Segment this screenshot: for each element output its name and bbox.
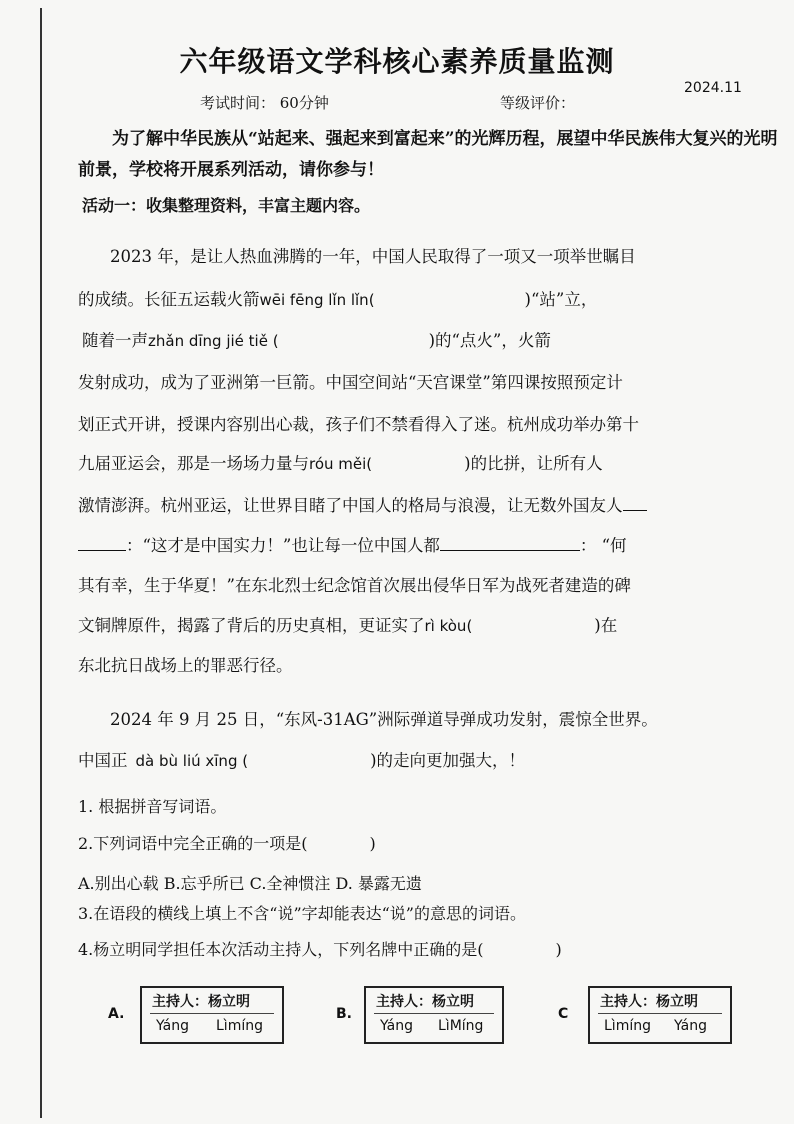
nameplate-a-pinyin-1: Yáng bbox=[156, 1018, 189, 1034]
p1-line-3-text: 随着一声 bbox=[82, 331, 148, 350]
exam-time: 考试时间： 60分钟 bbox=[200, 94, 329, 112]
p1-line-3-tail: )的“点火”，火箭 bbox=[428, 331, 551, 350]
p1-line-9: 其有幸，生于华夏！”在东北烈士纪念馆首次展出侵华日军为战死者建造的碑 bbox=[78, 576, 631, 595]
option-b-label: B. bbox=[336, 1006, 352, 1022]
nameplate-option-c[interactable] bbox=[588, 986, 732, 1044]
p1-line-2 bbox=[78, 286, 597, 310]
option-a-label: A. bbox=[108, 1006, 125, 1022]
activity-heading: 活动一：收集整理资料，丰富主题内容。 bbox=[82, 196, 371, 215]
nameplate-a-title: 主持人：杨立明 bbox=[152, 994, 250, 1010]
p1-line-8-text: ：“这才是中国实力！”也让每一位中国人都 bbox=[126, 536, 440, 555]
p1-line-10 bbox=[78, 612, 617, 636]
nameplate-b-pinyin-2: LìMíng bbox=[438, 1018, 484, 1034]
p1-line-8 bbox=[78, 532, 627, 556]
exam-date: 2024.11 bbox=[684, 80, 742, 96]
nameplate-option-b[interactable] bbox=[364, 986, 504, 1044]
nameplate-b-pinyin-1: Yáng bbox=[380, 1018, 413, 1034]
p1-line-7 bbox=[78, 492, 647, 516]
question-4-end: ) bbox=[555, 940, 562, 959]
p1-line-4: 发射成功，成为了亚洲第一巨箭。中国空间站“天宫课堂”第四课按照预定计 bbox=[78, 373, 623, 392]
nameplate-b-title: 主持人：杨立明 bbox=[376, 994, 474, 1010]
nameplate-a-pinyin-2: Lìmíng bbox=[216, 1018, 263, 1034]
question-1: 1. 根据拼音写词语。 bbox=[78, 797, 227, 816]
p1-line-8-tail: ： “何 bbox=[579, 536, 627, 555]
nameplate-c-title: 主持人：杨立明 bbox=[600, 994, 698, 1010]
pinyin-zhan-ding-jie-tie: zhǎn dīng jié tiě ( bbox=[148, 332, 279, 350]
p2-line-2-text: 中国正 bbox=[78, 751, 128, 770]
nameplate-b-divider bbox=[374, 1013, 494, 1014]
p1-line-5: 划正式开讲，授课内容别出心裁，孩子们不禁看得入了迷。杭州成功举办第十 bbox=[78, 415, 639, 434]
p1-line-3 bbox=[82, 327, 551, 351]
nameplate-c-pinyin-2: Yáng bbox=[674, 1018, 707, 1034]
p2-line-1: 2024 年 9 月 25 日，“东风-31AG”洲际弹道导弹成功发射，震惊全世界。 bbox=[110, 710, 658, 729]
p1-line-10-text: 文铜牌原件，揭露了背后的历史真相，更证实了 bbox=[78, 616, 425, 635]
question-4-text: 4.杨立明同学担任本次活动主持人，下列名牌中正确的是( bbox=[78, 940, 484, 959]
p1-line-6-tail: )的比拼，让所有人 bbox=[464, 454, 603, 473]
p1-line-10-tail: )在 bbox=[594, 616, 618, 635]
nameplate-c-divider bbox=[598, 1013, 722, 1014]
option-c-label: C bbox=[558, 1006, 569, 1022]
pinyin-wei-feng-lin-lin: wēi fēng lǐn lǐn( bbox=[259, 291, 375, 309]
pinyin-ri-kou: rì kòu( bbox=[424, 617, 473, 635]
fill-line-1-end[interactable] bbox=[78, 536, 126, 551]
pinyin-rou-mei: róu měi( bbox=[309, 455, 373, 473]
intro-paragraph: 为了解中华民族从“站起来、强起来到富起来”的光辉历程，展望中华民族伟大复兴的光明前景，学校将开展系列活动，请你参与！ bbox=[78, 129, 778, 180]
question-2-text: 2.下列词语中完全正确的一项是( bbox=[78, 834, 308, 853]
nameplate-option-a[interactable] bbox=[140, 986, 284, 1044]
pinyin-da-bu-liu-xing: dà bù liú xīng ( bbox=[135, 752, 249, 770]
margin-rule bbox=[40, 8, 42, 1118]
question-3: 3.在语段的横线上填上不含“说”字却能表达“说”的意思的词语。 bbox=[78, 904, 526, 923]
p1-line-11: 东北抗日战场上的罪恶行径。 bbox=[78, 656, 293, 675]
question-4 bbox=[78, 937, 562, 960]
nameplate-c-pinyin-1: Lìmíng bbox=[604, 1018, 651, 1034]
p1-line-2-tail: )“站”立， bbox=[524, 290, 598, 309]
fill-line-2[interactable] bbox=[440, 536, 580, 551]
question-2-end: ) bbox=[369, 834, 376, 853]
p1-line-2-text: 的成绩。长征五运载火箭 bbox=[78, 290, 260, 309]
nameplate-a-divider bbox=[150, 1013, 274, 1014]
p2-line-2-tail: )的走向更加强大，！ bbox=[370, 751, 526, 770]
question-2-options: A.别出心载 B.忘乎所已 C.全神惯注 D. 暴露无遗 bbox=[78, 874, 422, 893]
fill-line-1-start[interactable] bbox=[623, 496, 647, 511]
p1-line-7-text: 激情澎湃。杭州亚运，让世界目睹了中国人的格局与浪漫，让无数外国友人 bbox=[78, 496, 623, 515]
question-2 bbox=[78, 831, 376, 854]
p1-line-6-text: 九届亚运会，那是一场场力量与 bbox=[78, 454, 309, 473]
page-title: 六年级语文学科核心素养质量监测 bbox=[179, 45, 615, 78]
p2-line-2 bbox=[78, 747, 525, 771]
p1-line-1: 2023 年，是让人热血沸腾的一年，中国人民取得了一项又一项举世瞩目 bbox=[110, 247, 636, 266]
p1-line-6 bbox=[78, 450, 603, 474]
grade-evaluation: 等级评价： bbox=[500, 94, 576, 112]
